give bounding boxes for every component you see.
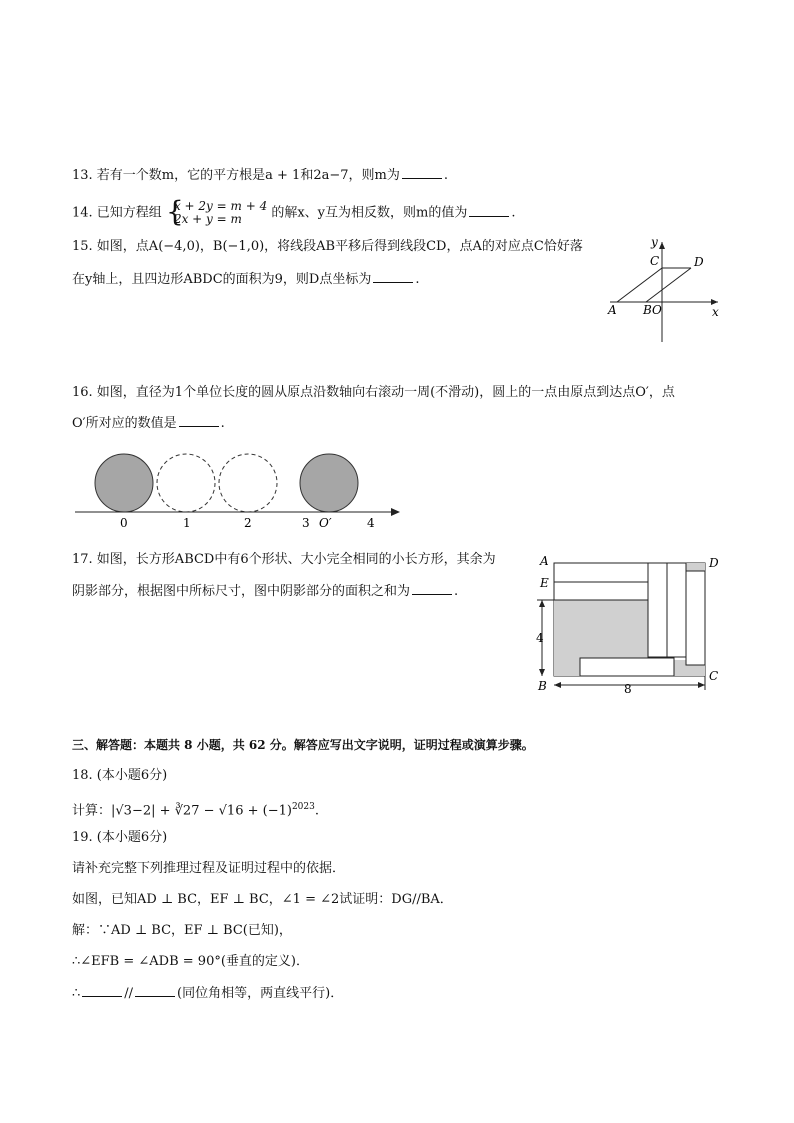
dimension-4-label: 4 bbox=[536, 631, 544, 645]
point-e-label: E bbox=[540, 576, 549, 590]
dimension-8-label: 8 bbox=[624, 682, 632, 696]
q18-expression: 计算：|√3−2| + ∛27 − $√16 + (-1)^{2023}$. bbox=[72, 802, 319, 819]
corner-a-label: A bbox=[540, 554, 549, 568]
q13-text: 13. 若有一个数m，它的平方根是a + 1和2a−7，则m为 bbox=[72, 168, 400, 183]
q17-rectangle-figure bbox=[534, 552, 730, 696]
tick-label-0: 0 bbox=[120, 516, 128, 530]
answer-blank[interactable] bbox=[373, 270, 413, 283]
x-axis-label: x bbox=[712, 305, 719, 319]
q15-line-2: 在y轴上，且四边形ABDC的面积为9，则D点坐标为 . bbox=[72, 272, 420, 287]
corner-b-label: B bbox=[538, 679, 547, 693]
tick-label-1: 1 bbox=[183, 516, 191, 530]
q17-line-2: 阴影部分，根据图中所标尺寸，图中阴影部分的面积之和为 . bbox=[72, 584, 459, 599]
q17-line-1: 17. 如图，长方形ABCD中有6个形状、大小完全相同的小长方形，其余为 bbox=[72, 552, 496, 567]
q14-prefix: 14. 已知方程组 bbox=[72, 205, 162, 221]
q19-line-2: 如图，已知AD ⊥ BC，EF ⊥ BC，∠1 = ∠2试证明：DG//BA． bbox=[72, 892, 453, 907]
point-d-label: D bbox=[694, 255, 704, 269]
question-13: 13. 若有一个数m，它的平方根是a + 1和2a−7，则m为 . bbox=[72, 168, 448, 183]
answer-blank[interactable] bbox=[402, 166, 442, 179]
question-14: 14. 已知方程组 { x + 2y = m + 4 2x + y = m 的解x、y互为相反数，则m的值为 . bbox=[72, 195, 516, 228]
answer-blank[interactable] bbox=[179, 414, 219, 427]
equation-2: 2x + y = m bbox=[173, 212, 242, 226]
corner-c-label: C bbox=[709, 669, 719, 683]
equation-1: x + 2y = m + 4 bbox=[173, 199, 268, 213]
q15-coordinate-figure bbox=[605, 234, 725, 344]
q19-line-5: ∴ // (同位角相等，两直线平行)． bbox=[72, 986, 344, 1001]
point-c-label: C bbox=[650, 254, 660, 268]
q18-title: 18. (本小题6分) bbox=[72, 768, 168, 783]
tick-label-3: 3 bbox=[302, 516, 310, 530]
q19-line-4: ∴∠EFB = ∠ADB = 90°(垂直的定义)． bbox=[72, 954, 309, 969]
y-axis-label: y bbox=[651, 235, 658, 249]
point-bo-label: BO bbox=[643, 303, 662, 317]
q19-line-3: 解：∵AD ⊥ BC，EF ⊥ BC(已知)， bbox=[72, 923, 292, 938]
q19-line-1: 请补充完整下列推理过程及证明过程中的依据． bbox=[72, 861, 346, 876]
answer-blank[interactable] bbox=[469, 204, 509, 217]
section-3-heading: 三、解答题：本题共 8 小题，共 62 分。解答应写出文字说明，证明过程或演算步骤。 bbox=[72, 738, 534, 752]
answer-blank[interactable] bbox=[82, 984, 122, 997]
equation-system bbox=[165, 195, 268, 228]
tick-label-4: 4 bbox=[367, 516, 375, 530]
q16-number-line-figure bbox=[70, 446, 410, 532]
q16-line-2: O′所对应的数值是 . bbox=[72, 416, 225, 431]
q15-line-1: 15. 如图，点A(−4,0)，B(−1,0)，将线段AB平移后得到线段CD，点A的对应点C恰好落 bbox=[72, 239, 583, 254]
answer-blank[interactable] bbox=[135, 984, 175, 997]
q19-title: 19. (本小题6分) bbox=[72, 830, 168, 845]
point-a-label: A bbox=[608, 303, 617, 317]
q14-suffix: 的解x、y互为相反数，则m的值为 bbox=[271, 205, 468, 221]
tick-label-2: 2 bbox=[244, 516, 252, 530]
tick-label-o-prime: O′ bbox=[319, 516, 332, 530]
q16-line-1: 16. 如图，直径为1个单位长度的圆从原点沿数轴向右滚动一周(不滑动)，圆上的一点由原点到达点O′，点 bbox=[72, 385, 675, 400]
answer-blank[interactable] bbox=[412, 582, 452, 595]
brace-icon: { bbox=[165, 195, 184, 228]
corner-d-label: D bbox=[709, 556, 719, 570]
